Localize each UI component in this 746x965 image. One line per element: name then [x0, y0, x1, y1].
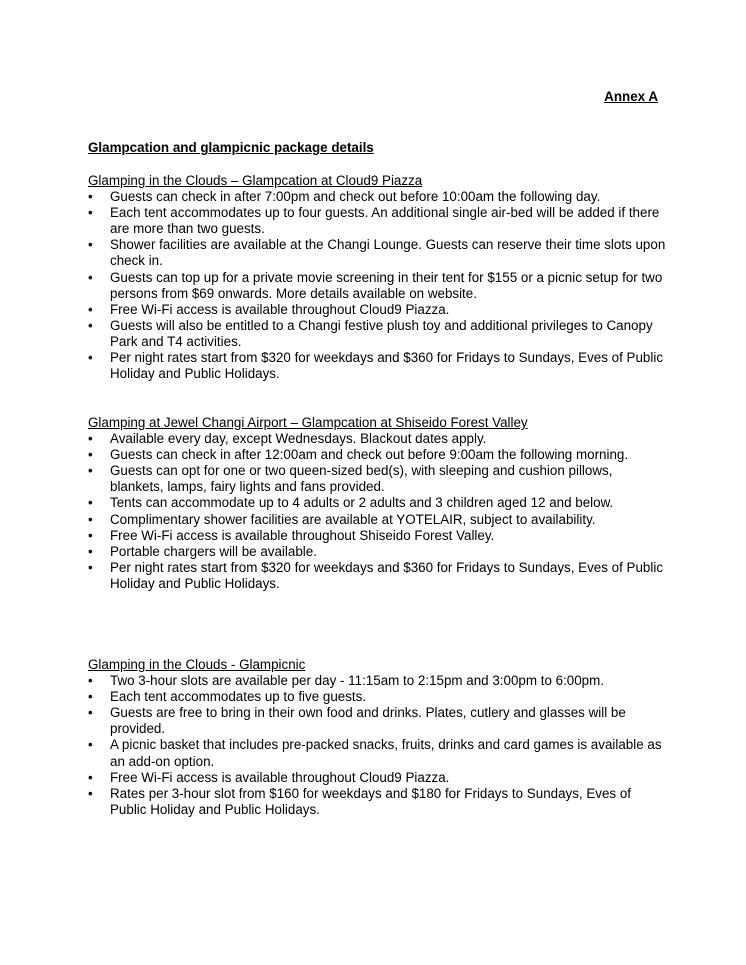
list-item-text: Free Wi-Fi access is available throughout Shiseido Forest Valley.: [110, 527, 495, 543]
bullet-icon: •: [88, 689, 93, 705]
section-heading: Glamping in the Clouds – Glampcation at Cloud9 Piazza: [88, 173, 423, 188]
list-item-text: Guests can top up for a private movie screening in their tent for $155 or a picnic setup for two persons from $69 onwards. More details available on website.: [110, 269, 663, 301]
bullet-icon: •: [88, 705, 93, 721]
bullet-icon: •: [88, 237, 93, 253]
bullet-list: [88, 673, 668, 818]
list-item-text: Guests can opt for one or two queen-sized bed(s), with sleeping and cushion pillows, blankets, lamps, fairy lights and fans provided.: [110, 463, 613, 495]
bullet-icon: •: [88, 527, 93, 543]
bullet-icon: •: [88, 463, 93, 479]
list-item-text: Each tent accommodates up to four guests. An additional single air-bed will be added if there are more than two guests.: [110, 205, 660, 237]
bullet-icon: •: [88, 673, 93, 689]
list-item: [88, 270, 668, 302]
list-item-text: Guests can check in after 12:00am and check out before 9:00am the following morning.: [110, 447, 629, 463]
bullet-icon: •: [88, 559, 93, 575]
list-item-text: Per night rates start from $320 for weekdays and $360 for Fridays to Sundays, Eves of Public Holiday and Public Holidays.: [110, 350, 664, 382]
list-item: [88, 302, 668, 318]
bullet-icon: •: [88, 769, 93, 785]
list-item: [88, 318, 668, 350]
bullet-icon: •: [88, 189, 93, 205]
list-item: [88, 350, 668, 382]
list-item-text: Shower facilities are available at the Changi Lounge. Guests can reserve their time slots upon check in.: [110, 237, 666, 269]
section-cloud9-glampcation: [88, 173, 668, 382]
section-heading: Glamping at Jewel Changi Airport – Glampcation at Shiseido Forest Valley: [88, 415, 528, 430]
list-item: [88, 737, 668, 769]
list-item-text: Portable chargers will be available.: [110, 543, 317, 559]
list-item: [88, 673, 668, 689]
list-item-text: Guests can check in after 7:00pm and check out before 10:00am the following day.: [110, 189, 601, 205]
list-item: [88, 786, 668, 818]
bullet-icon: •: [88, 301, 93, 317]
list-item-text: Free Wi-Fi access is available throughout Cloud9 Piazza.: [110, 301, 450, 317]
list-item: [88, 544, 668, 560]
bullet-icon: •: [88, 543, 93, 559]
list-item: [88, 560, 668, 592]
list-item: [88, 770, 668, 786]
bullet-list: [88, 189, 668, 382]
list-item-text: Guests will also be entitled to a Changi festive plush toy and additional privileges to Canopy Park and T4 activities.: [110, 317, 653, 349]
bullet-icon: •: [88, 737, 93, 753]
list-item: [88, 237, 668, 269]
section-cloud9-glampicnic: [88, 657, 668, 818]
list-item-text: Per night rates start from $320 for weekdays and $360 for Fridays to Sundays, Eves of Public Holiday and Public Holidays.: [110, 559, 664, 591]
list-item-text: Complimentary shower facilities are available at YOTELAIR, subject to availability.: [110, 511, 596, 527]
list-item: [88, 447, 668, 463]
list-item-text: Two 3-hour slots are available per day - 11:15am to 2:15pm and 3:00pm to 6:00pm.: [110, 673, 605, 689]
annex-label: Annex A: [604, 89, 658, 104]
list-item: [88, 689, 668, 705]
document-title: Glampcation and glampicnic package details: [88, 140, 374, 155]
bullet-icon: •: [88, 495, 93, 511]
bullet-icon: •: [88, 785, 93, 801]
section-heading: Glamping in the Clouds - Glampicnic: [88, 657, 306, 672]
list-item: [88, 205, 668, 237]
list-item: [88, 463, 668, 495]
list-item-text: Guests are free to bring in their own food and drinks. Plates, cutlery and glasses will be provided.: [110, 705, 626, 737]
list-item-text: Tents can accommodate up to 4 adults or 2 adults and 3 children aged 12 and below.: [110, 495, 614, 511]
list-item-text: Available every day, except Wednesdays. Blackout dates apply.: [110, 431, 487, 447]
bullet-icon: •: [88, 205, 93, 221]
list-item-text: Free Wi-Fi access is available throughout Cloud9 Piazza.: [110, 769, 450, 785]
list-item: [88, 495, 668, 511]
bullet-icon: •: [88, 269, 93, 285]
list-item: [88, 528, 668, 544]
section-jewel-glampcation: [88, 415, 668, 592]
bullet-icon: •: [88, 317, 93, 333]
bullet-icon: •: [88, 447, 93, 463]
list-item-text: Rates per 3-hour slot from $160 for weekdays and $180 for Fridays to Sundays, Eves of Public Holiday and Public Holidays.: [110, 785, 632, 817]
bullet-icon: •: [88, 431, 93, 447]
list-item-text: Each tent accommodates up to five guests.: [110, 689, 367, 705]
list-item: [88, 431, 668, 447]
bullet-list: [88, 431, 668, 592]
bullet-icon: •: [88, 511, 93, 527]
list-item: [88, 705, 668, 737]
bullet-icon: •: [88, 350, 93, 366]
list-item: [88, 189, 668, 205]
list-item-text: A picnic basket that includes pre-packed snacks, fruits, drinks and card games is available as an add-on option.: [110, 737, 662, 769]
list-item: [88, 512, 668, 528]
